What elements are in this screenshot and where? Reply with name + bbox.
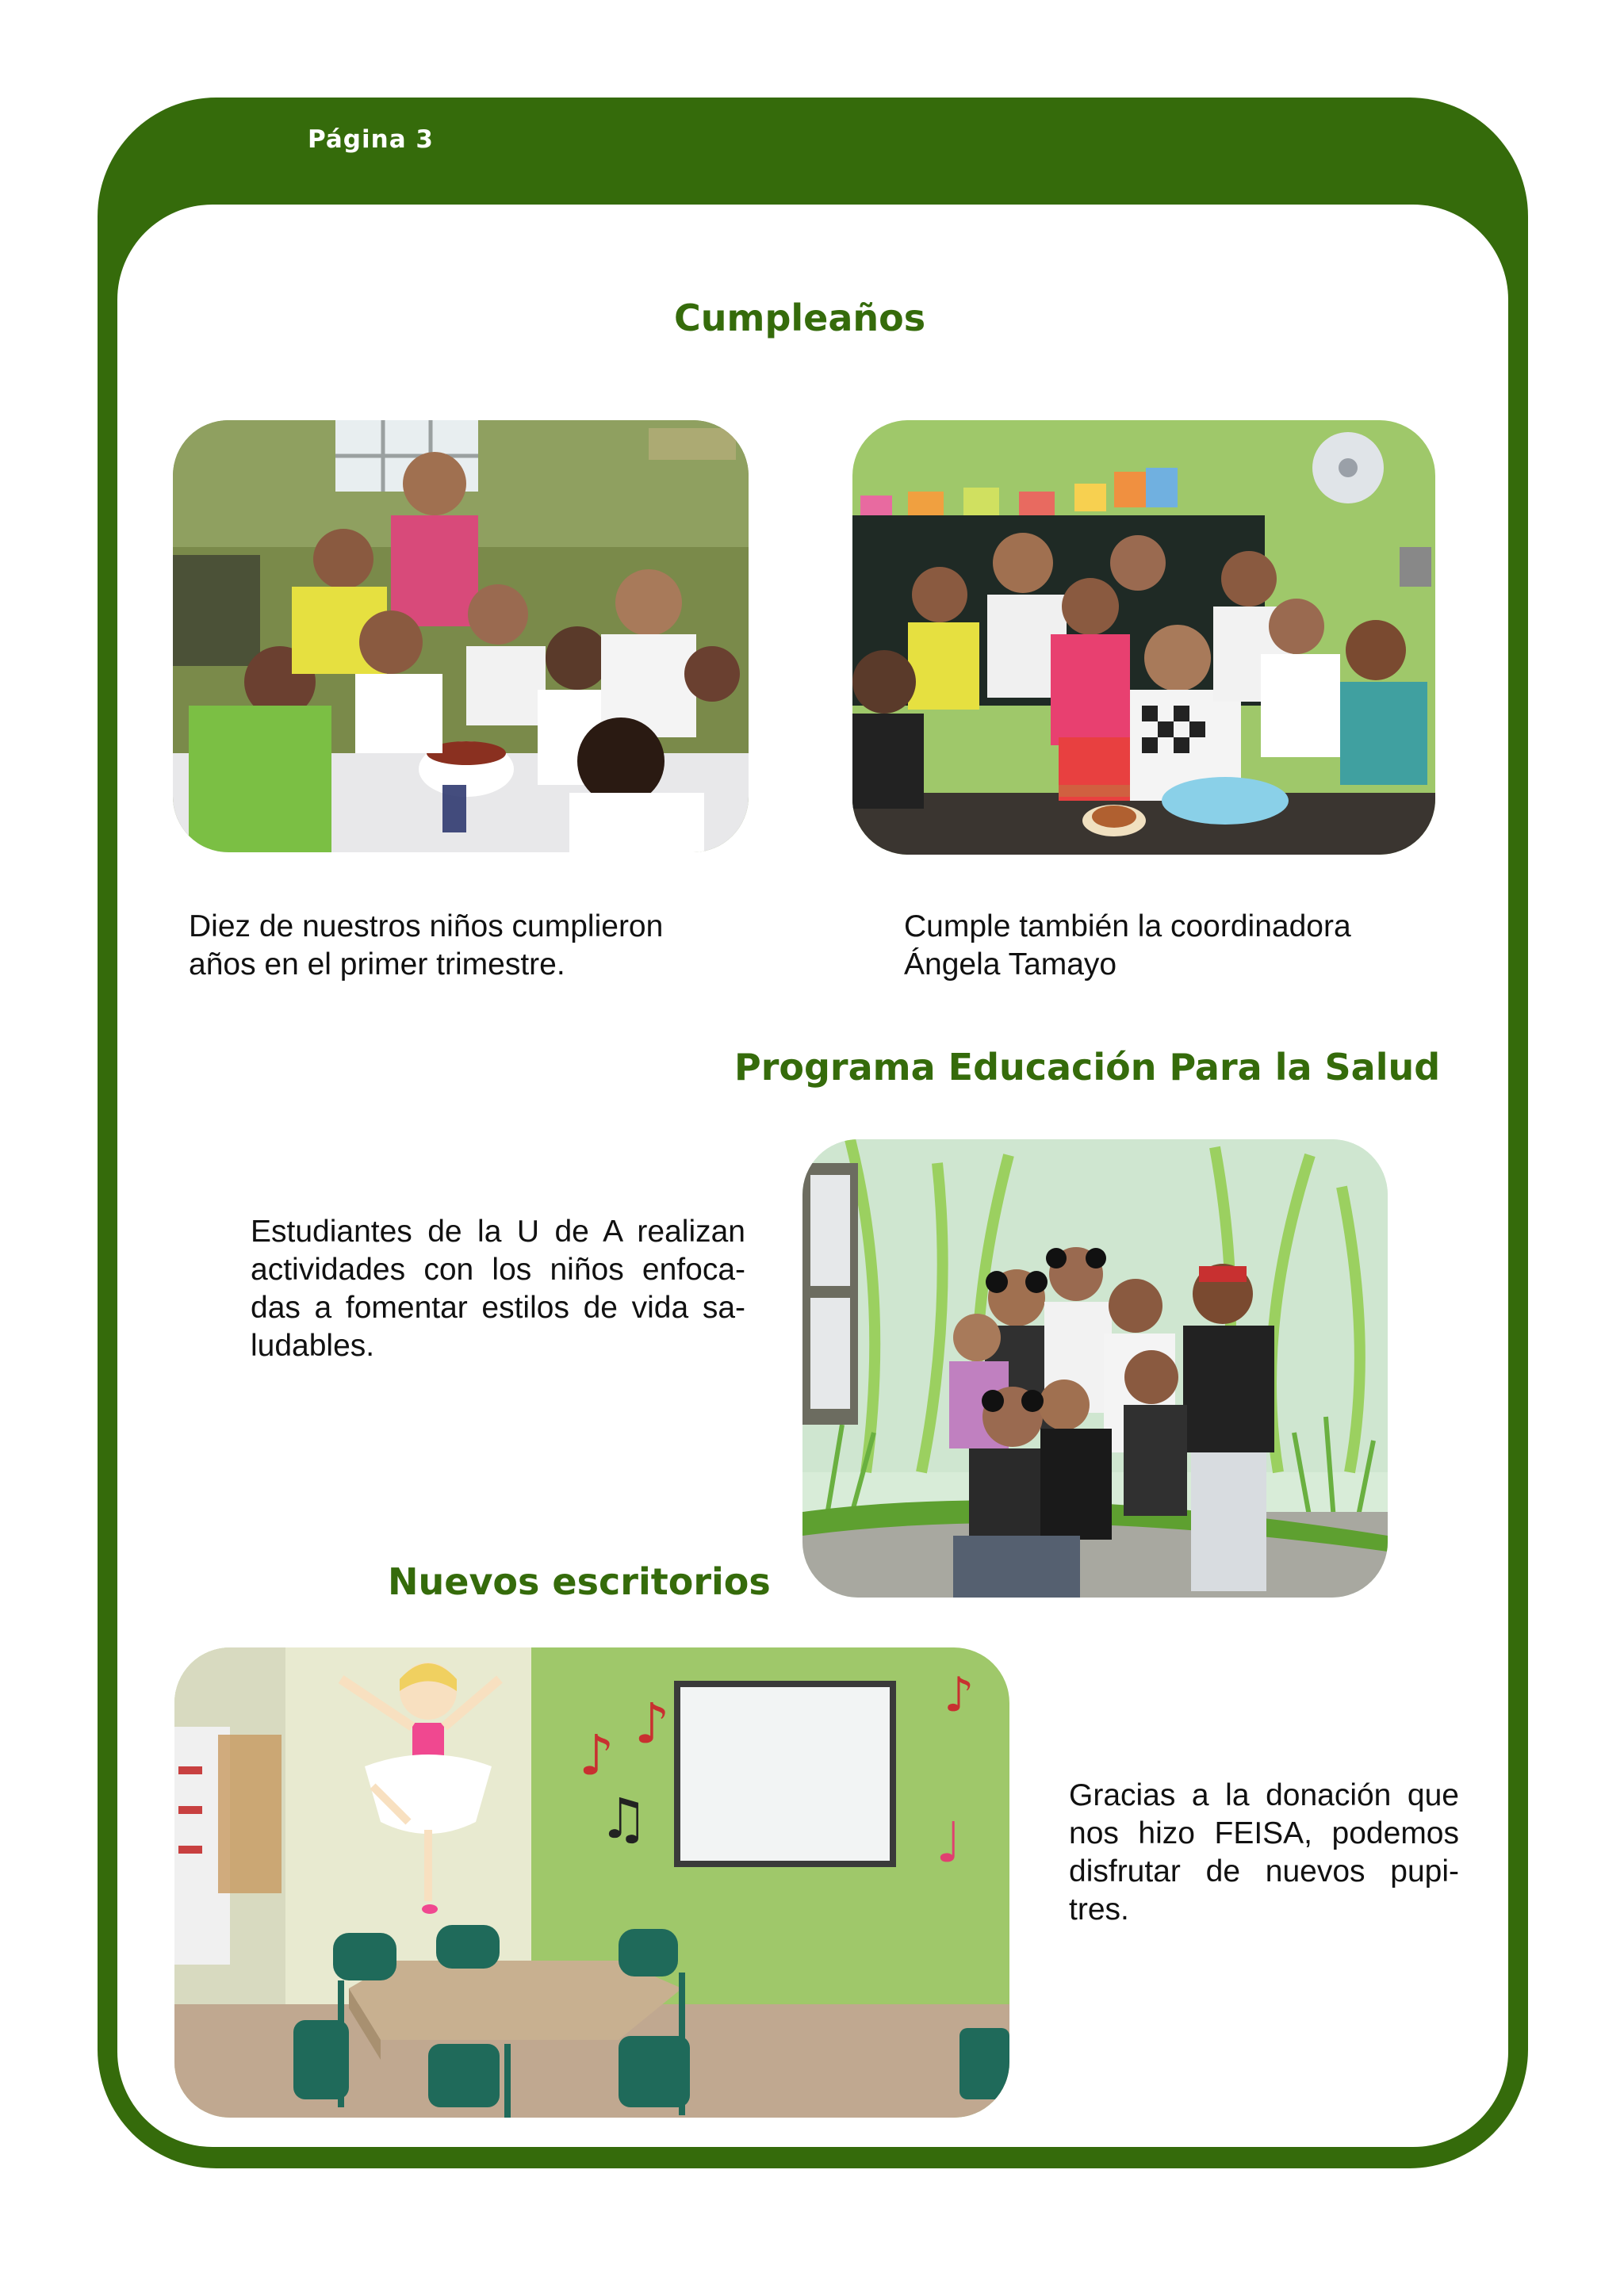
- svg-text:♩: ♩: [936, 1810, 963, 1875]
- new-desks-heading: Nuevos escritorios: [388, 1560, 771, 1603]
- text-line: ludables.: [251, 1329, 375, 1363]
- text-line: actividades con los niños enfoca-: [251, 1253, 745, 1287]
- birthdays-caption-left: [189, 908, 744, 984]
- caption-line: Diez de nuestros niños cumplieron: [189, 909, 664, 943]
- birthday-photo-coordinator: [852, 420, 1435, 855]
- page-number: Página 3: [308, 125, 434, 154]
- health-program-text: [251, 1213, 745, 1365]
- text-line: nos hizo FEISA, podemos: [1069, 1816, 1459, 1850]
- caption-line: Ángela Tamayo: [904, 947, 1117, 982]
- text-line: tres.: [1069, 1892, 1129, 1927]
- birthday-photo-cake: [173, 420, 749, 852]
- health-program-photo: [802, 1139, 1388, 1598]
- caption-line: años en el primer trimestre.: [189, 947, 565, 982]
- birthdays-caption-right: [904, 908, 1459, 984]
- svg-text:♪: ♪: [944, 1667, 975, 1723]
- svg-text:♫: ♫: [599, 1786, 649, 1851]
- text-line: das a fomentar estilos de vida sa-: [251, 1291, 745, 1325]
- svg-text:♪: ♪: [634, 1691, 670, 1756]
- caption-line: Cumple también la coordinadora: [904, 909, 1351, 943]
- birthdays-heading: Cumpleaños: [674, 297, 926, 339]
- text-line: Estudiantes de la U de A realizan: [251, 1215, 745, 1249]
- text-line: Gracias a la donación que: [1069, 1778, 1459, 1812]
- text-line: disfrutar de nuevos pupi-: [1069, 1854, 1459, 1888]
- new-desks-photo: [174, 1647, 1009, 2118]
- health-program-heading: Programa Educación Para la Salud: [734, 1046, 1441, 1089]
- svg-text:♪: ♪: [579, 1723, 615, 1788]
- new-desks-text: [1069, 1777, 1459, 1929]
